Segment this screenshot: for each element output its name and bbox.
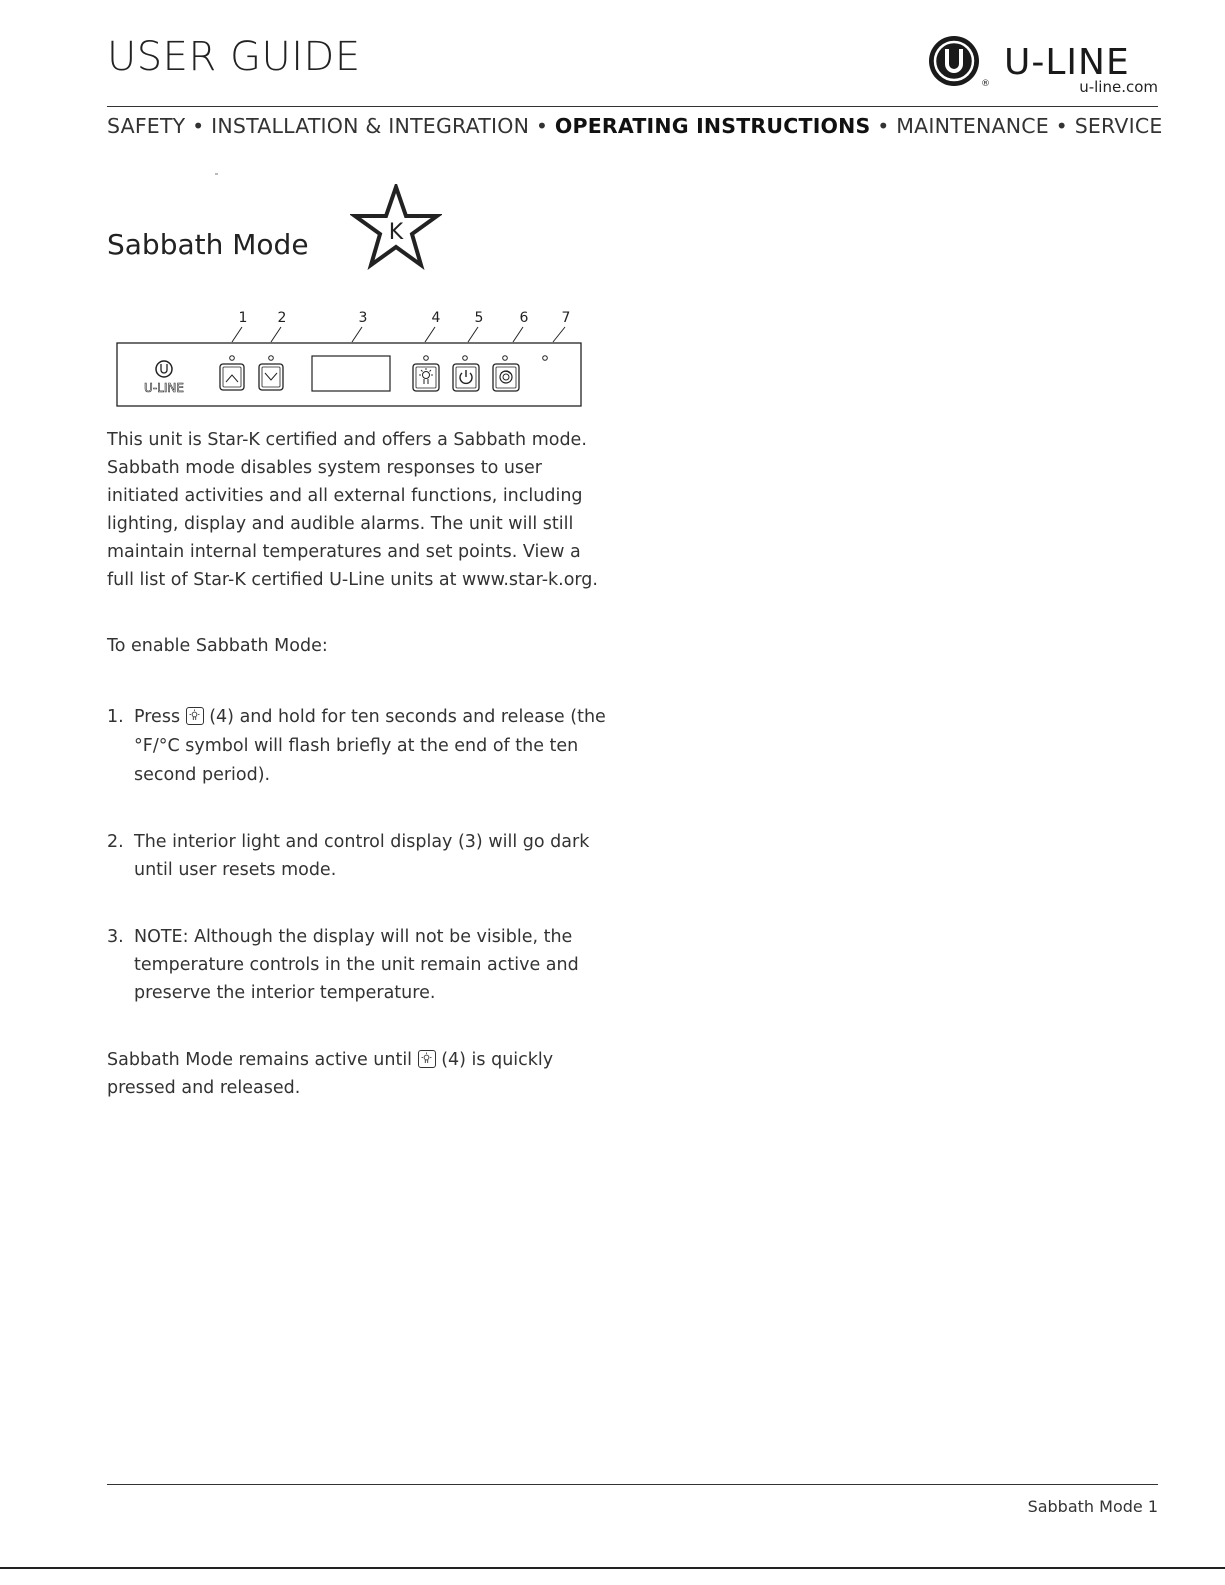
website-url: u-line.com	[1079, 78, 1158, 96]
page-bottom-edge	[0, 1567, 1225, 1569]
callout-1: 1	[238, 310, 248, 326]
indicator-dot	[543, 356, 548, 361]
instruction-step-2	[107, 828, 607, 884]
indicator-dot	[269, 356, 274, 361]
footer-rule	[107, 1484, 1158, 1485]
indicator-dot	[463, 356, 468, 361]
up-button-icon	[220, 364, 244, 390]
nav-item-maintenance: MAINTENANCE	[896, 114, 1049, 138]
nav-separator: •	[877, 114, 890, 138]
panel-brand: U-LINE	[144, 381, 184, 395]
callout-leader	[553, 327, 565, 342]
callout-7: 7	[561, 310, 571, 326]
callout-2: 2	[277, 310, 287, 326]
callout-leader	[232, 327, 242, 342]
control-display	[312, 356, 390, 391]
nav-separator: •	[192, 114, 205, 138]
light-button-icon	[418, 1050, 436, 1068]
nav-item-safety: SAFETY	[107, 114, 186, 138]
callout-3: 3	[358, 310, 368, 326]
section-breadcrumb	[107, 114, 1163, 138]
panel-logo-icon	[156, 361, 172, 377]
callout-leader	[271, 327, 281, 342]
instruction-step-1	[107, 703, 607, 790]
indicator-dot	[230, 356, 235, 361]
closing-paragraph	[107, 1046, 577, 1102]
nav-item-installation: INSTALLATION & INTEGRATION	[211, 114, 530, 138]
step-number: 1.	[107, 707, 124, 727]
registered-mark: ®	[981, 79, 990, 89]
callout-leader	[513, 327, 523, 342]
brand-wordmark: U-LINE	[1004, 42, 1130, 83]
callout-6: 6	[519, 310, 529, 326]
star-k-icon	[350, 184, 442, 270]
star-k-letter: K	[388, 220, 404, 245]
instruction-step-3	[107, 923, 607, 1007]
step-text: The interior light and control display (3) will go dark until user resets mode.	[134, 832, 590, 880]
document-title: USER GUIDE	[107, 34, 361, 80]
down-button-icon	[259, 364, 283, 390]
callout-leader	[425, 327, 435, 342]
header-rule	[107, 106, 1158, 107]
enable-heading: To enable Sabbath Mode:	[107, 636, 328, 656]
indicator-dot	[424, 356, 429, 361]
power-button-icon	[453, 364, 479, 391]
closing-text: (4) is quickly pressed and released.	[107, 1050, 554, 1098]
callout-leader	[468, 327, 478, 342]
section-title: Sabbath Mode	[107, 228, 309, 261]
light-button-icon	[186, 707, 204, 725]
stray-mark	[215, 173, 218, 175]
intro-paragraph: This unit is Star-K certified and offers a Sabbath mode. Sabbath mode disables system responses to user initiated activities and all external functions, including lighting, display and audible alarms. The unit will still maintain internal temperatures and set points. View a full list of Star-K certified U-Line units at www.star-k.org.	[107, 430, 598, 590]
step-text: NOTE: Although the display will not be visible, the temperature controls in the unit remain active and preserve the interior temperature.	[134, 927, 579, 1003]
nav-item-service: SERVICE	[1074, 114, 1163, 138]
callout-4: 4	[431, 310, 441, 326]
control-panel-diagram	[110, 305, 590, 415]
step-text: (4) and hold for ten seconds and release (the °F/°C symbol will flash briefly at the end of the ten second period).	[134, 707, 606, 785]
callout-leader	[352, 327, 362, 342]
nav-separator: •	[1055, 114, 1068, 138]
step-text: Press	[134, 707, 181, 727]
nav-separator: •	[535, 114, 549, 138]
nav-item-operating-instructions: OPERATING INSTRUCTIONS	[554, 114, 871, 138]
mode-button-icon	[493, 364, 519, 391]
indicator-dot	[503, 356, 508, 361]
step-number: 3.	[107, 927, 124, 947]
closing-text: Sabbath Mode remains active until	[107, 1050, 413, 1070]
step-number: 2.	[107, 832, 124, 852]
callout-5: 5	[474, 310, 484, 326]
page-footer-label: Sabbath Mode 1	[1027, 1497, 1158, 1516]
